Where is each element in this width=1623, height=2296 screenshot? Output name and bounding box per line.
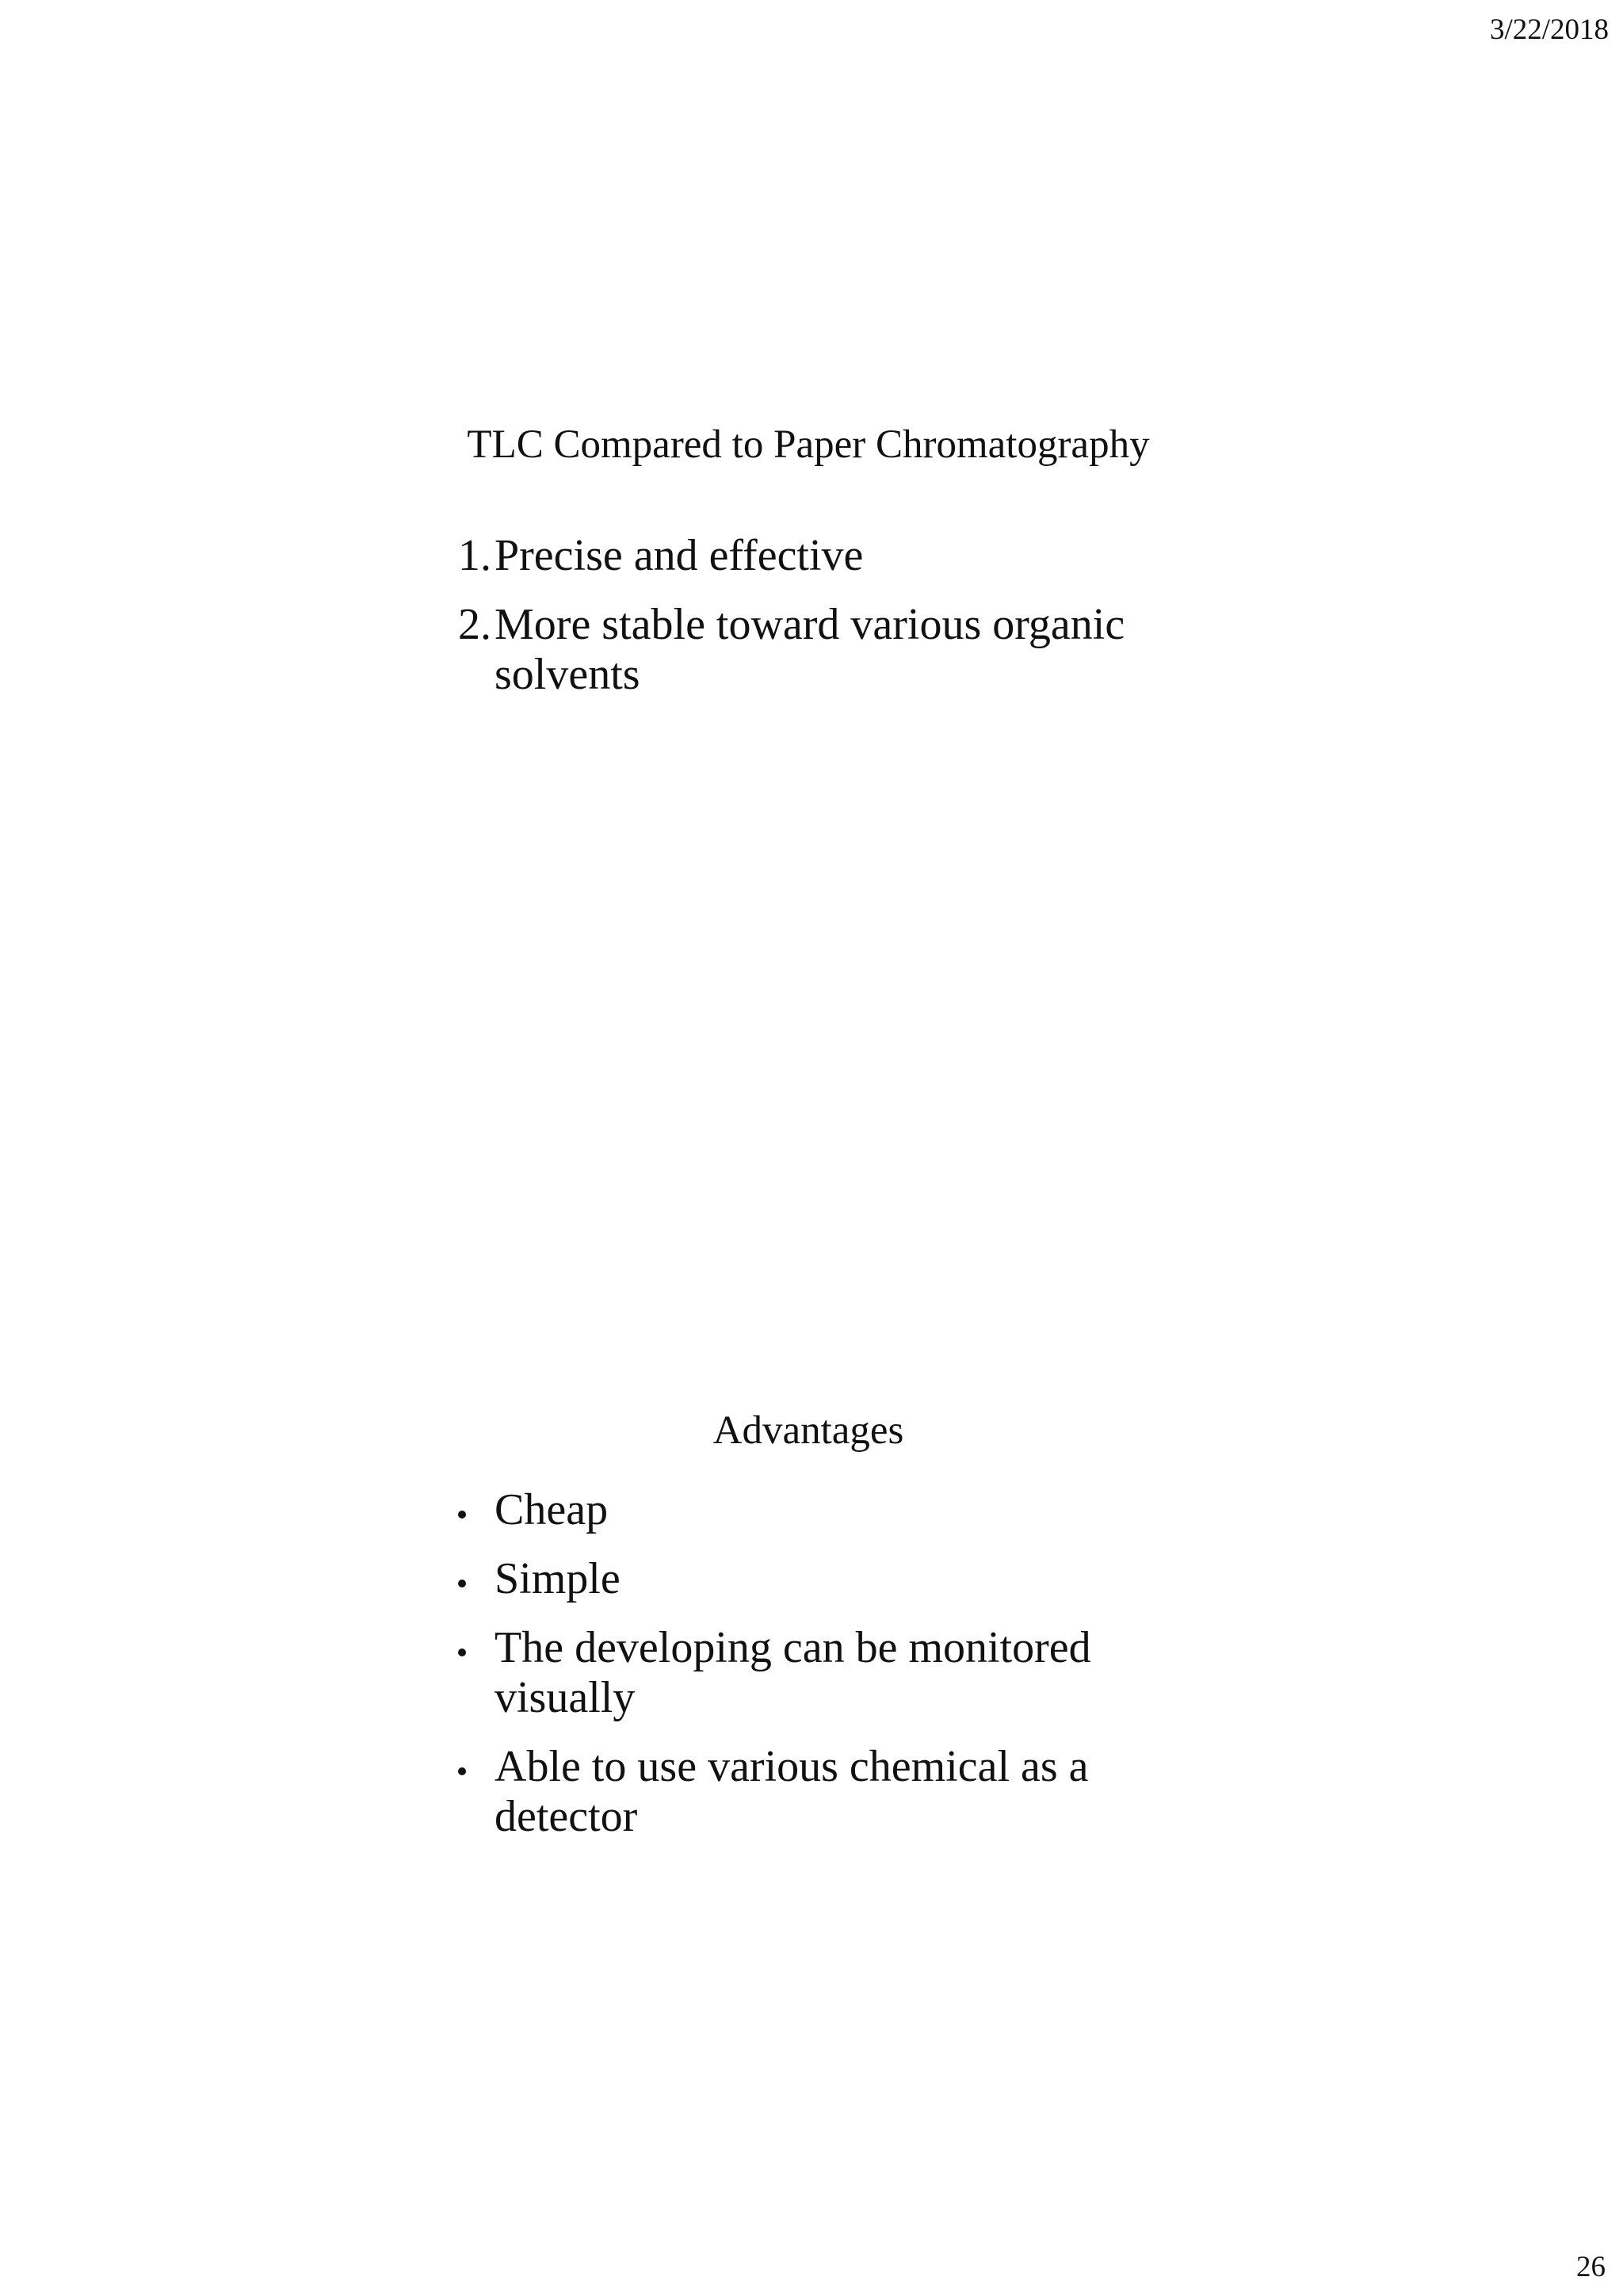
list-item [458, 600, 1171, 700]
slide-title: TLC Compared to Paper Chromatography [467, 422, 1150, 467]
bullet-icon [458, 1580, 466, 1587]
bullet-list [458, 1485, 1171, 1861]
item-number: 1. [458, 531, 491, 580]
bullet-icon [458, 1511, 466, 1519]
item-text: The developing can be monitored visually [495, 1623, 1091, 1722]
numbered-list [458, 531, 1171, 719]
slide-tlc-comparison [0, 412, 1623, 808]
item-text: More stable toward various organic solvents [495, 600, 1125, 699]
bullet-icon [458, 1767, 466, 1775]
item-text: Able to use various chemical as a detector [495, 1742, 1089, 1841]
page-date: 3/22/2018 [1489, 13, 1609, 46]
list-item [458, 1554, 1171, 1604]
item-text: Precise and effective [495, 531, 864, 580]
list-item [458, 1623, 1171, 1723]
list-item [458, 1485, 1171, 1535]
page-number: 26 [1576, 2251, 1606, 2283]
slide-title: Advantages [712, 1408, 904, 1453]
bullet-icon [458, 1648, 466, 1656]
list-item [458, 531, 1171, 581]
item-number: 2. [458, 600, 491, 649]
list-item [458, 1742, 1171, 1842]
slide-advantages [0, 1403, 1623, 1958]
item-text: Simple [495, 1554, 621, 1603]
item-text: Cheap [495, 1485, 609, 1534]
